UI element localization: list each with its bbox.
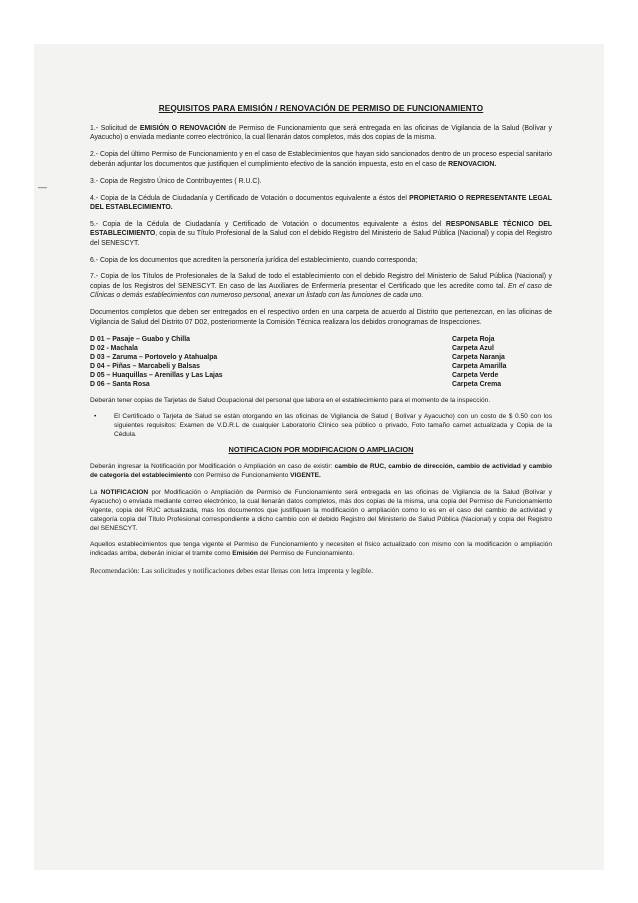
health-cards-paragraph: Deberán tener copias de Tarjetas de Salud Ocupacional del personal que labora en el establecimiento para el momento de la inspección. (90, 396, 491, 404)
district-names (90, 335, 223, 389)
district-folder: Carpeta Amarilla (452, 362, 507, 370)
requirement-3: 3.- Copia de Registro Único de Contribuyentes ( R.U.C). (90, 177, 262, 185)
district-name: D 03 – Zaruma – Portovelo y Atahualpa (90, 353, 218, 361)
requirement-7: 7.- Copia de los Títulos de Profesionales de la Salud de todo el establecimiento con el debido Registro del Ministerio de Salud Pública (Nacional) y copias de los Registros del SENESCYT. En caso de las Auxiliares de Enfermería presentar el Certificado que les acredite como tal. En el caso de Clínicas o demás establecimientos con numeroso personal, anexar un listado con las funciones de cada uno. (90, 273, 552, 300)
district-name: D 05 – Huaquillas – Arenillas y Las Lajas (90, 371, 223, 379)
requirement-2: 2.- Copia del último Permiso de Funcionamiento y en el caso de Establecimientos que hayan sido sancionados dentro de un proceso especial sanitario deberán adjuntar los documentos que justifiquen el cumplimiento efectivo de la sanción impuesta, esto en el caso de RENOVACION. (90, 151, 552, 168)
requirement-4: 4.- Copia de la Cédula de Ciudadanía y Certificado de Votación o documentos equivalente a éstos del PROPIETARIO O REPRESENTANTE LEGAL DEL ESTABLECIMIENTO. (90, 194, 552, 211)
requirement-6: 6.- Copia de los documentos que acrediten la personería jurídica del establecimiento, cuando corresponda; (90, 256, 418, 264)
district-list (90, 335, 552, 389)
recommendation-note: Recomendación: Las solicitudes y notificaciones debes estar llenas con letra imprenta y legible. (90, 565, 374, 575)
document-title: REQUISITOS PARA EMISIÓN / RENOVACIÓN DE PERMISO DE FUNCIONAMIENTO (158, 104, 484, 113)
district-name: D 02 - Machala (90, 344, 138, 352)
margin-mark: — (38, 182, 47, 192)
district-folder: Carpeta Roja (452, 335, 495, 343)
notification-paragraph-1: Deberán ingresar la Notificación por Modificación o Ampliación en caso de existir: cambio de RUC, cambio de dirección, cambio de actividad y cambio de categoría del establecimiento con Permiso de Funcionamiento VIGENTE. (90, 463, 552, 479)
health-certificate-bullet: • El Certificado o Tarjeta de Salud se están otorgando en las oficinas de Vigilancia de Salud ( Bolívar y Ayacucho) con un costo de $ 0.50 con los siguientes requisitos: Examen de V.D.R.L de cualquier Laboratorio Clínico sea público o privado, Foto tamaño carnet actualizada y Copia de la Cédula. (94, 413, 552, 438)
requirement-1: 1.- Solicitud de EMISIÓN O RENOVACIÓN de Permiso de Funcionamiento que será entregada en las oficinas de Vigilancia de la Salud (Bolívar y Ayacucho) o enviada mediante correo electrónico, la cual llenarán datos completos, más dos copias de la misma. (90, 125, 552, 142)
notification-paragraph-3: Aquellos establecimientos que tenga vigente el Permiso de Funcionamiento y necesiten el físico actualizado con mismo con la modificación o ampliación indicadas arriba, deberán iniciar el tramite como Emisión del Permiso de Funcionamiento. (90, 541, 552, 557)
requirement-5: 5.- Copia de la Cédula de Ciudadanía y Certificado de Votación o documentos equivalente a éstos del RESPONSABLE TÉCNICO DEL ESTABLECIMIENTO, copia de su Título Profesional de la Salud con el debido Registro del Ministerio de Salud Pública (Nacional) y copia del Registro del SENESCYT. (90, 220, 552, 247)
district-name: D 01 – Pasaje – Guabo y Chilla (90, 335, 190, 343)
bullet-icon: • (94, 413, 97, 420)
district-folder: Carpeta Verde (452, 371, 499, 379)
district-folder: Carpeta Naranja (452, 353, 505, 361)
section-subtitle: NOTIFICACION POR MODIFICACION O AMPLIACION (228, 445, 414, 454)
document-body (90, 104, 552, 575)
district-folders (452, 335, 552, 389)
document-page (34, 44, 604, 870)
district-name: D 04 – Piñas – Marcabeli y Balsas (90, 362, 200, 370)
district-folder: Carpeta Azul (452, 344, 494, 352)
notification-paragraph-2: La NOTIFICACION por Modificación o Ampliación de Permiso de Funcionamiento será entregada en las oficinas de Vigilancia de la Salud (Bolívar y Ayacucho) o enviada mediante correo electrónico, la cual llenarán datos completos, más dos copias de la misma, una copia del Permiso de Funcionamiento vigente, copia del RUC actualizada, mas los documentos que justifiquen la modificación o ampliación como lo es en el caso del cambio de actividad y categoría copia del Título Profesional correspondiente a dicho cambio con el debido Registro del Ministerio de Salud Pública (Nacional) y copia del Registro del SENESCYT. (90, 488, 552, 532)
district-name: D 06 – Santa Rosa (90, 380, 150, 388)
district-folder: Carpeta Crema (452, 380, 502, 388)
documents-paragraph: Documentos completos que deben ser entregados en el respectivo orden en una carpeta de acuerdo al Distrito que pertenezcan, en las oficinas de Vigilancia de Salud del Distrito 07 D02, posteriormente la Comisión Técnica realizara los debidos cronogramas de Inspecciones. (90, 309, 552, 326)
